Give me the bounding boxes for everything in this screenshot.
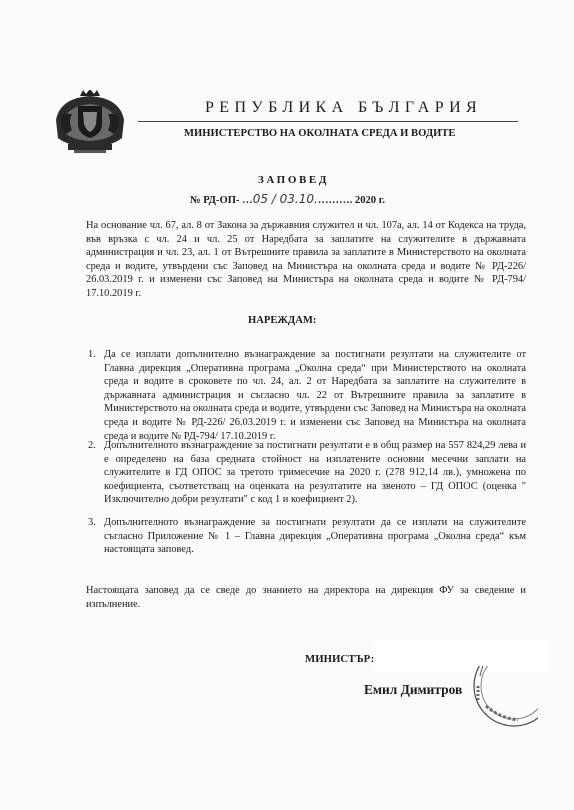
order-item-number: 1. xyxy=(88,349,96,360)
order-number-dots-before: … xyxy=(242,195,253,206)
order-item-number: 2. xyxy=(88,440,96,451)
order-item xyxy=(88,439,526,507)
order-item-text: Допълнителното възнаграждение за постигнати резултати да се изплати на служителите съгласно Приложение № 1 – Главна дирекция „Оперативна програма „Околна среда“ към настоящата заповед. xyxy=(104,517,526,556)
order-number-suffix: 2020 г. xyxy=(354,195,386,206)
orders-heading: НАРЕЖДАМ: xyxy=(248,315,317,326)
order-number xyxy=(190,192,385,206)
minister-name: Емил Димитров xyxy=(364,682,463,697)
minister-label: МИНИСТЪР: xyxy=(305,653,375,665)
order-number-handwritten: 05 / 03.10. xyxy=(252,192,318,206)
intro-paragraph: На основание чл. 67, ал. 8 от Закона за държавния служител и чл. 107а, ал. 14 от Кодекса на труда, във връзка с чл. 24 и чл. 25 от Наредбата за заплатите на служителите в държавната администрация и чл. 23, ал. 1 от Вътрешните правила за заплатите в Министерството на околната среда и водите, утвърдени със Заповед на Министъра на околната среда и водите № РД-226/ 26.03.2019 г. и изменени със Заповед на Министъра на околната среда и водите № РД-794/ 17.10.2019 г. xyxy=(86,220,526,299)
order-item-text: Да се изплати допълнително възнаграждение за постигнати резултати на служителите от Главна дирекция „Оперативна програма „Околна среда“ при Министерството на околната среда и водите в сроковете по чл. 24, ал. 2 от Наредбата за заплатите на служителите в държавната администрация и съгласно чл. 22 от Вътрешните правила за заплатите в Министерството на околната среда и водите, утвърдени със Заповед на Министъра на околната среда и водите № РД-226/ 26.03.2019 г. и изменени със Заповед на Министъра на околната среда и водите № РД-794/ 17.10.2019 г. xyxy=(104,349,526,442)
header-divider xyxy=(138,121,518,122)
order-item-number: 3. xyxy=(88,517,96,528)
coat-of-arms-icon xyxy=(52,90,128,154)
order-item xyxy=(88,516,526,557)
order-item-text: Допълнителното възнаграждение за постигнати резултати е в общ размер на 557 824,29 лева и е определено на база средната стойност на изплатените основни месечни заплати на служителите в ГД ОПОС за третото тримесечие на 2020 г. (278 912,14 лв.), умножена по коефициента, съответстващ на оценката на резултатите на звеното – ГД ОПОС (оценка " Изключително добри резултати" с код 1 и коефициент 2). xyxy=(104,440,526,506)
country-title: РЕПУБЛИКА БЪЛГАРИЯ xyxy=(205,99,483,116)
seal-stamp-icon xyxy=(452,666,538,728)
order-item xyxy=(88,348,526,443)
order-title: ЗАПОВЕД xyxy=(258,174,330,186)
order-number-prefix: № РД-ОП- xyxy=(190,195,240,206)
order-number-dots-after: ………. xyxy=(317,195,355,206)
ministry-name: МИНИСТЕРСТВО НА ОКОЛНАТА СРЕДА И ВОДИТЕ xyxy=(184,128,456,139)
closing-paragraph: Настоящата заповед да се сведе до знанието на директора на дирекция ФУ за сведение и изпълнение. xyxy=(86,585,526,610)
